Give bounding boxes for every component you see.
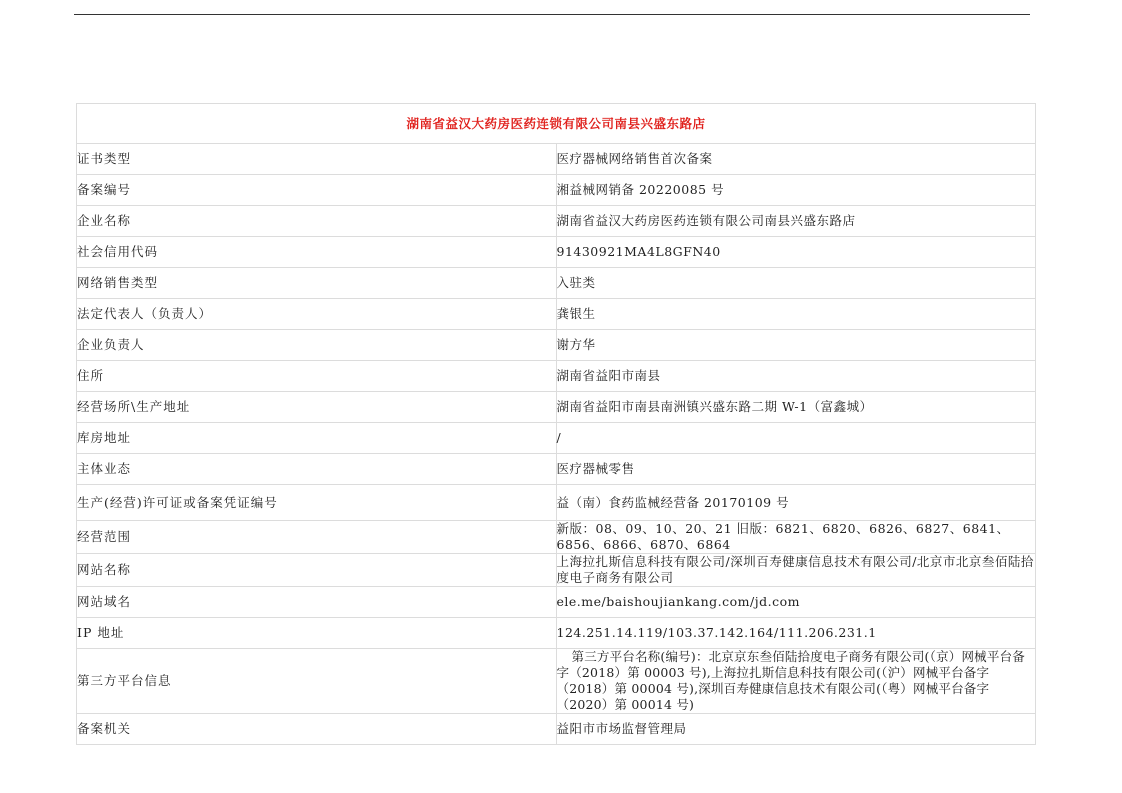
table-row bbox=[77, 618, 1036, 649]
document-title: 湖南省益汉大药房医药连锁有限公司南县兴盛东路店 bbox=[77, 104, 1036, 144]
table-row bbox=[77, 299, 1036, 330]
table-row bbox=[77, 392, 1036, 423]
row-label-website-name: 网站名称 bbox=[77, 554, 557, 587]
row-label-filing-authority: 备案机关 bbox=[77, 714, 557, 745]
title-row bbox=[77, 104, 1036, 144]
row-value-residence: 湖南省益阳市南县 bbox=[556, 361, 1036, 392]
row-value-company-manager: 谢方华 bbox=[556, 330, 1036, 361]
row-value-third-party-platform: 第三方平台名称(编号)：北京京东叁佰陆拾度电子商务有限公司(（京）网械平台备字（2018）第 00003 号),上海拉扎斯信息科技有限公司(（沪）网械平台备字（2018）第 00004 号),深圳百寿健康信息技术有限公司(（粤）网械平台备字（2020）第 00014 号) bbox=[556, 649, 1036, 714]
table-row bbox=[77, 423, 1036, 454]
table-row bbox=[77, 268, 1036, 299]
table-row bbox=[77, 587, 1036, 618]
row-value-filing-authority: 益阳市市场监督管理局 bbox=[556, 714, 1036, 745]
row-label-ip-address: IP 地址 bbox=[77, 618, 557, 649]
row-label-legal-representative: 法定代表人（负责人） bbox=[77, 299, 557, 330]
row-value-website-name: 上海拉扎斯信息科技有限公司/深圳百寿健康信息技术有限公司/北京市北京叁佰陆拾度电子商务有限公司 bbox=[556, 554, 1034, 585]
table-row bbox=[77, 714, 1036, 745]
row-label-sales-type: 网络销售类型 bbox=[77, 268, 557, 299]
table-row bbox=[77, 454, 1036, 485]
row-value-credit-code: 91430921MA4L8GFN40 bbox=[556, 237, 1036, 268]
table-row bbox=[77, 144, 1036, 175]
row-value-business-address: 湖南省益阳市南县南洲镇兴盛东路二期 W-1（富鑫城） bbox=[556, 392, 1036, 423]
row-value-website-domain: ele.me/baishoujiankang.com/jd.com bbox=[556, 587, 1036, 618]
row-value-filing-number: 湘益械网销备 20220085 号 bbox=[556, 175, 1036, 206]
table-row bbox=[77, 521, 1036, 554]
row-value-license-number: 益（南）食药监械经营备 20170109 号 bbox=[556, 485, 1036, 521]
row-label-company-name: 企业名称 bbox=[77, 206, 557, 237]
row-value-legal-representative: 龚银生 bbox=[556, 299, 1036, 330]
filing-record-table bbox=[76, 103, 1036, 745]
row-label-filing-number: 备案编号 bbox=[77, 175, 557, 206]
table-row bbox=[77, 206, 1036, 237]
row-label-credit-code: 社会信用代码 bbox=[77, 237, 557, 268]
row-label-residence: 住所 bbox=[77, 361, 557, 392]
row-value-certificate-type: 医疗器械网络销售首次备案 bbox=[556, 144, 1036, 175]
table-row bbox=[77, 237, 1036, 268]
table-row bbox=[77, 361, 1036, 392]
row-label-business-scope: 经营范围 bbox=[77, 521, 557, 554]
row-label-business-address: 经营场所\生产地址 bbox=[77, 392, 557, 423]
row-label-website-domain: 网站域名 bbox=[77, 587, 557, 618]
table-row bbox=[77, 330, 1036, 361]
table-row bbox=[77, 554, 1036, 587]
row-label-certificate-type: 证书类型 bbox=[77, 144, 557, 175]
row-label-warehouse-address: 库房地址 bbox=[77, 423, 557, 454]
row-value-ip-address: 124.251.14.119/103.37.142.164/111.206.231.1 bbox=[556, 618, 1036, 649]
row-label-company-manager: 企业负责人 bbox=[77, 330, 557, 361]
row-label-third-party-platform: 第三方平台信息 bbox=[77, 649, 557, 714]
row-value-warehouse-address: / bbox=[556, 423, 1036, 454]
row-value-company-name: 湖南省益汉大药房医药连锁有限公司南县兴盛东路店 bbox=[556, 206, 1036, 237]
table-row bbox=[77, 649, 1036, 714]
row-value-business-format: 医疗器械零售 bbox=[556, 454, 1036, 485]
row-label-business-format: 主体业态 bbox=[77, 454, 557, 485]
row-value-business-scope: 新版：08、09、10、20、21 旧版：6821、6820、6826、6827、6841、6856、6866、6870、6864 bbox=[556, 521, 1036, 554]
table-row bbox=[77, 485, 1036, 521]
row-label-license-number: 生产(经营)许可证或备案凭证编号 bbox=[77, 485, 557, 521]
header-rule bbox=[74, 14, 1030, 15]
table-row bbox=[77, 175, 1036, 206]
row-value-sales-type: 入驻类 bbox=[556, 268, 1036, 299]
